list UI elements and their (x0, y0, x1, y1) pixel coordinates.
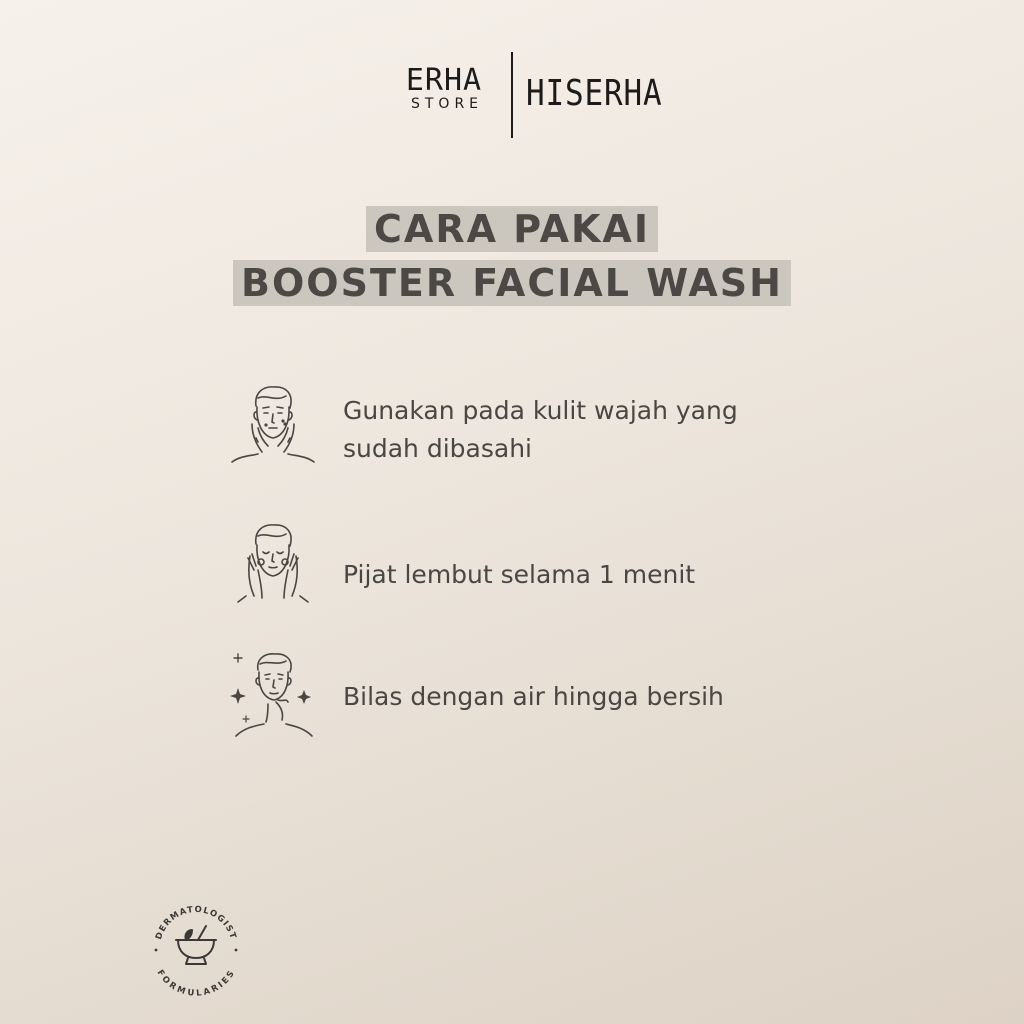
title-line-1: CARA PAKAI (366, 206, 658, 252)
store-logo-text: STORE (410, 96, 484, 112)
face-massage-icon (228, 520, 318, 610)
step-text-line-1: Gunakan pada kulit wajah yang (343, 396, 738, 425)
erha-store-logo (390, 63, 498, 112)
mortar-icon (176, 926, 216, 964)
title-line-2: BOOSTER FACIAL WASH (233, 260, 791, 306)
step-text (343, 392, 813, 468)
badge-bottom-text: FORMULARIES (154, 968, 238, 996)
hiserha-logo: HISERHA (526, 73, 663, 114)
page-title (0, 206, 1024, 306)
dermatologist-badge (146, 896, 246, 996)
logo-divider (511, 52, 513, 138)
erha-logo-text: ERHA (405, 63, 483, 98)
brand-header (0, 52, 1024, 140)
step-text: Pijat lembut selama 1 menit (343, 560, 696, 589)
face-touch-icon (228, 380, 318, 470)
badge-top-text: DERMATOLOGIST (154, 904, 238, 941)
step-text: Bilas dengan air hingga bersih (343, 682, 724, 711)
step-text-line-2: sudah dibasahi (343, 434, 532, 463)
clean-face-sparkle-icon (228, 650, 318, 740)
